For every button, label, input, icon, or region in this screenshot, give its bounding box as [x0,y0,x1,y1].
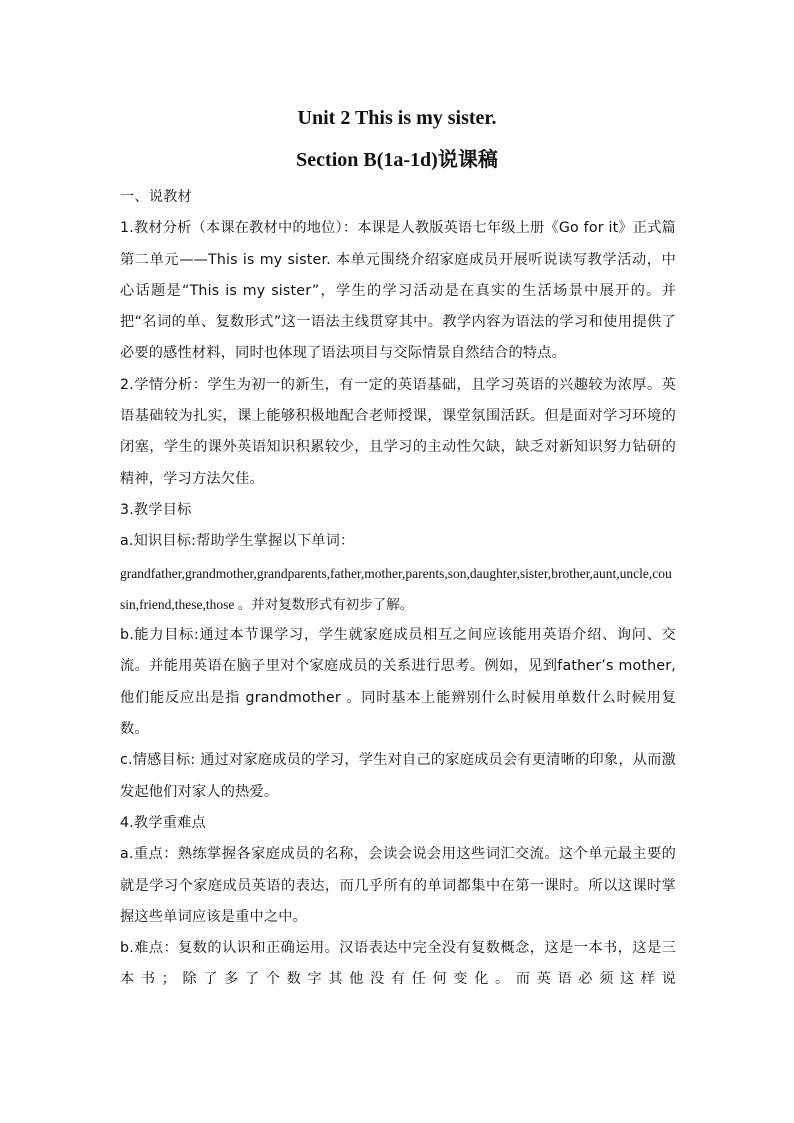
paragraph-key-point: a.重点：熟练掌握各家庭成员的名称，会读会说会用这些词汇交流。这个单元最主要的就是学习个家庭成员英语的表达，而几乎所有的单词都集中在第一课时。所以这课时掌握这些单词应该是重中之中。 [120,846,676,925]
section-heading-teaching-material: 一、说教材 [120,189,192,205]
document-title: Unit 2 This is my sister. [297,107,497,129]
paragraph-ability-objective: b.能力目标:通过本节课学习，学生就家庭成员相互之间应该能用英语介绍、询问、交流。并能用英语在脑子里对个家庭成员的关系进行思考。例如，见到father’s mother, 他们能反应出是指 grandmother 。同时基本上能辨别什么时候用单数什么时候用复数。 [120,627,676,738]
paragraph-material-analysis: 1.教材分析（本课在教材中的地位）：本课是人教版英语七年级上册《Go for it》正式篇第二单元——This is my sister. 本单元围绕介绍家庭成员开展听说读写教学活动，中心话题是“This is my sister”，学生的学习活动是在真实的生活场景中展开的。并把“名词的单、复数形式”这一语法主线贯穿其中。教学内容为语法的学习和使用提供了必要的感性材料，同时也体现了语法项目与交际情景自然结合的特点。 [120,220,676,362]
document-body [120,182,676,996]
paragraph-knowledge-objective: a.知识目标:帮助学生掌握以下单词： [120,533,355,550]
paragraph-student-analysis: 2.学情分析：学生为初一的新生，有一定的英语基础，且学习英语的兴趣较为浓厚。英语基础较为扎实，课上能够积极地配合老师授课，课堂氛围活跃。但是面对学习环境的闭塞，学生的课外英语知识积累较少，且学习的主动性欠缺，缺乏对新知识努力钻研的精神，学习方法欠佳。 [120,376,676,487]
paragraph-emotional-objective: c.情感目标: 通过对家庭成员的学习，学生对自己的家庭成员会有更清晰的印象，从而激发起他们对家人的热爱。 [120,752,676,800]
paragraph-difficult-point: b.难点：复数的认识和正确运用。汉语表达中完全没有复数概念，这是一本书，这是三本书；除了多了个数字其他没有任何变化。而英语必须这样说 [120,940,676,988]
document-subtitle: Section B(1a-1d)说课稿 [296,149,498,171]
heading-teaching-objectives: 3.教学目标 [120,501,192,518]
heading-key-points: 4.教学重难点 [120,814,206,831]
paragraph-vocabulary-list: grandfather,grandmother,grandparents,father,mother,parents,son,daughter,sister,brother,aunt,uncle,cousin,friend,these,those 。并对复数形式有初步了解。 [120,565,672,612]
